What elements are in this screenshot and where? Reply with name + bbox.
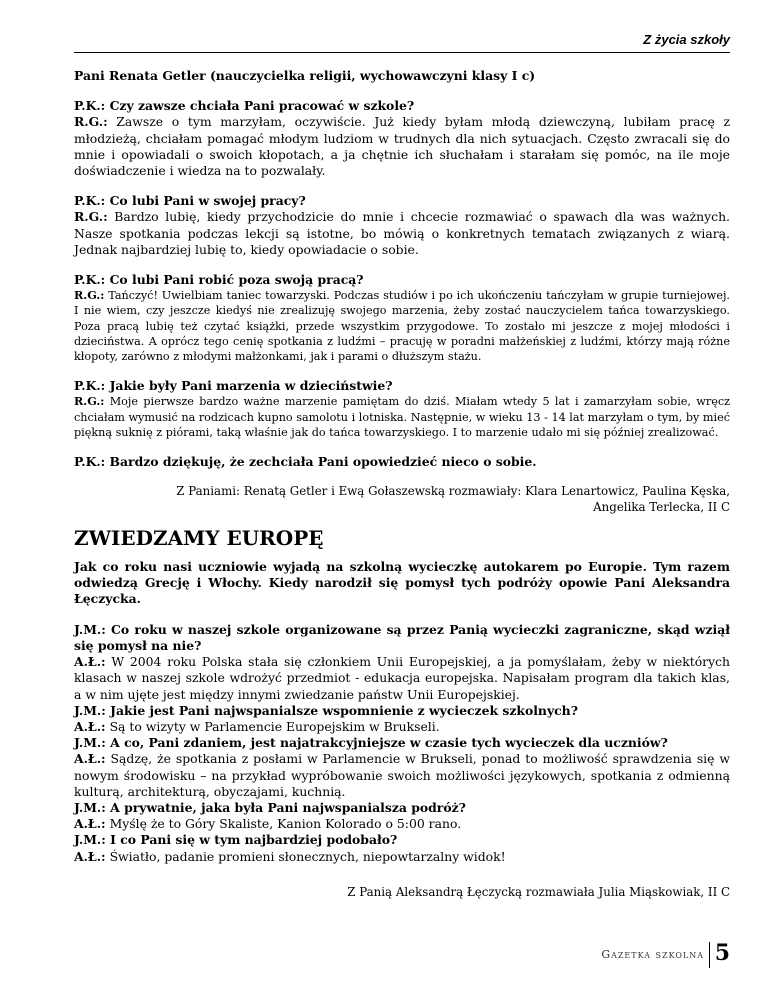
question-text: Co roku w naszej szkole organizowane są przez Panią wycieczki zagraniczne, skąd wziął się pomysł na nie? (74, 621, 730, 653)
qa-list (74, 622, 730, 865)
answer-label: R.G.: (74, 288, 105, 303)
answer-label: R.G.: (74, 114, 108, 130)
closing-line: P.K.: Bardzo dziękuję, że zechciała Pani opowiedzieć nieco o sobie. (74, 454, 537, 470)
question-text: A prywatnie, jaka była Pani najwspanialsza podróż? (105, 799, 466, 815)
qa-block (74, 98, 730, 179)
answer-text: W 2004 roku Polska stała się członkiem Unii Europejskiej, a ja pomyślałam, żeby w niektórych klasach w naszej szkole wdrożyć przedmiot - edukacja europejska. Napisałam program dla takich klas, a w nim ujęte jest między innymi zwiedzanie państw Unii Europejskiej. (74, 654, 730, 702)
question-label: P.K.: (74, 98, 106, 114)
content (74, 68, 730, 900)
question-label: J.M.: (74, 621, 106, 637)
question-text: Czy zawsze chciała Pani pracować w szkole? (105, 98, 415, 114)
question-label: J.M.: (74, 735, 106, 751)
credit-line: Z Panią Aleksandrą Łęczycką rozmawiała Julia Miąskowiak, II C (347, 884, 730, 899)
answer-text: Sądzę, że spotkania z posłami w Parlamencie w Brukseli, ponad to możliwość sprawdzenia się w nowym środowisku – na przykład wypróbowanie swoich możliwości językowych, spotkania z odmienną kulturą, architekturą, obyczajami, kuchnią. (74, 751, 730, 799)
article-lead: Jak co roku nasi uczniowie wyjadą na szkolną wycieczkę autokarem po Europie. Tym razem odwiedzą Grecję i Włochy. Kiedy narodził się pomysł tych podróży opowie Pani Aleksandra Łęczycka. (74, 559, 730, 607)
question-label: P.K.: (74, 272, 106, 288)
answer-label: R.G.: (74, 394, 105, 409)
section-tag: Z życia szkoły (643, 32, 730, 47)
answer-label: A.Ł.: (74, 848, 106, 864)
page-footer (74, 940, 730, 980)
answer-label: A.Ł.: (74, 718, 106, 734)
question-text: Co lubi Pani w swojej pracy? (105, 193, 306, 209)
question-text: Jakie były Pani marzenia w dzieciństwie? (105, 378, 393, 394)
answer-line (74, 288, 730, 364)
answer-text: Światło, padanie promieni słonecznych, niepowtarzalny widok! (105, 848, 506, 864)
credit-line: Angelika Terlecka, II C (593, 499, 730, 514)
answer-line (74, 394, 730, 440)
question-text: A co, Pani zdaniem, jest najatrakcyjniejsze w czasie tych wycieczek dla uczniów? (105, 735, 668, 751)
question-text: I co Pani się w tym najbardziej podobało? (105, 832, 398, 848)
interview-title: Pani Renata Getler (nauczycielka religii, wychowawczyni klasy I c) (74, 68, 536, 83)
header-rule (74, 52, 730, 53)
question-label: J.M.: (74, 832, 106, 848)
question-line (74, 378, 730, 394)
answer-label: A.Ł.: (74, 816, 106, 832)
question-label: P.K.: (74, 378, 106, 394)
answer-text: Są to wizyty w Parlamencie Europejskim w Brukseli. (105, 718, 440, 734)
answer-text: Zawsze o tym marzyłam, oczywiście. Już kiedy byłam młodą dziewczyną, lubiłam pracę z młodzieżą, chciałam pomagać młodym ludziom w trudnych dla nich sytuacjach. Często zwracali się do mnie i opowiadali o swoich kłopotach, a ja chętnie ich słuchałam i starałam się pomóc, na ile moje doświadczenie i wiedza na to pozwalały. (74, 114, 730, 179)
question-label: J.M.: (74, 799, 106, 815)
answer-label: R.G.: (74, 209, 108, 225)
question-label: J.M.: (74, 702, 106, 718)
question-label: P.K.: (74, 193, 106, 209)
question-text: Co lubi Pani robić poza swoją pracą? (105, 272, 364, 288)
footer-divider (709, 942, 710, 968)
qa-block (74, 193, 730, 258)
answer-text: Tańczyć! Uwielbiam taniec towarzyski. Podczas studiów i po ich ukończeniu tańczyłam w grupie turniejowej. I nie wiem, czy jeszcze kiedyś nie zrealizuję swojego marzenia, żeby zostać nauczycielem tańca towarzyskiego. Poza pracą lubię też czytać książki, przede wszystkim przygodowe. To zostało mi jeszcze z mojej młodości i dzieciństwa. A oprócz tego cenię spotkania z ludźmi – pracuję w poradni małżeńskiej z ludźmi, którzy mają różne kłopoty, zarówno z młodymi małżonkami, jak i parami o dłuższym stażu. (74, 289, 730, 364)
answer-text: Bardzo lubię, kiedy przychodzicie do mnie i chcecie rozmawiać o spawach dla was ważnych. Nasze spotkania podczas lekcji są istotne, bo mówią o konkretnych tematach związanych z wiarą. Jednak najbardziej lubię to, kiedy opowiadacie o sobie. (74, 209, 730, 257)
answer-label: A.Ł.: (74, 654, 106, 670)
credit-line: Z Paniami: Renatą Getler i Ewą Gołaszewską rozmawiały: Klara Lenartowicz, Paulina Kęska, (176, 484, 730, 499)
page (74, 0, 730, 994)
section-heading: ZWIEDZAMY EUROPĘ (74, 526, 324, 551)
answer-text: Myślę że to Góry Skaliste, Kanion Kolorado o 5:00 rano. (105, 816, 462, 832)
answer-text: Moje pierwsze bardzo ważne marzenie pamiętam do dziś. Miałam wtedy 5 lat i zamarzyłam sobie, wręcz chciałam wymusić na rodzicach kupno samolotu i lotniska. Następnie, w wieku 13 - 14 lat marzyłam o tym, by mieć piękną suknię z piórami, taką właśnie jak do tańca towarzyskiego. I to marzenie udało mi się później zrealizować. (74, 395, 730, 439)
question-text: Jakie jest Pani najwspanialsze wspomnienie z wycieczek szkolnych? (105, 702, 578, 718)
question-line (74, 272, 730, 288)
footer-label: Gazetka szkolna (601, 948, 704, 961)
page-number: 5 (714, 940, 730, 966)
answer-label: A.Ł.: (74, 751, 106, 767)
